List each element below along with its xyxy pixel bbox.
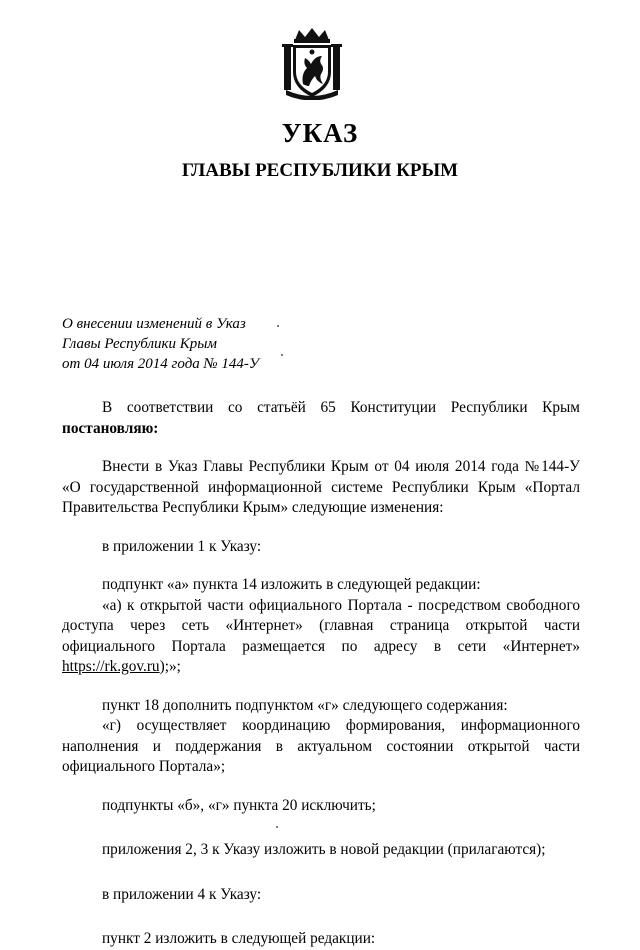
quote-a-line-1: «а) к открытой части официального Портала - посредством свободного bbox=[102, 596, 580, 614]
subject-line-1: О внесении изменений в Указ bbox=[62, 316, 246, 332]
paragraph-subitem-a: подпункт «а» пункта 14 изложить в следующей редакции: bbox=[102, 576, 481, 593]
decree-body bbox=[62, 398, 580, 950]
decree-subject bbox=[62, 314, 259, 374]
decree-title: УКАЗ bbox=[281, 118, 359, 148]
paragraph-appendices-2-3: приложения 2, 3 к Указу изложить в новой редакции (прилагаются); bbox=[102, 841, 546, 858]
paragraph-amend-line-2: «О государственной информационной системе Республики Крым «Портал bbox=[62, 478, 580, 496]
portal-url-link[interactable]: https://rk.gov.ru bbox=[62, 658, 160, 675]
paragraph-appendix-4: в приложении 4 к Указу: bbox=[102, 885, 262, 903]
paragraph-appendix-1: в приложении 1 к Указу: bbox=[102, 537, 262, 555]
crimea-coat-of-arms-icon bbox=[281, 26, 343, 100]
subject-line-3: от 04 июля 2014 года № 144-У bbox=[62, 356, 260, 372]
decree-subtitle: ГЛАВЫ РЕСПУБЛИКИ КРЫМ bbox=[181, 160, 459, 181]
subject-line-2: Главы Республики Крым bbox=[62, 336, 217, 352]
quote-g-line-1: «г) осуществляет координацию формирования, информационного bbox=[102, 717, 580, 734]
quote-a-tail: );»; bbox=[159, 658, 181, 675]
scan-speck bbox=[281, 354, 283, 356]
paragraph-amend-line-3: Правительства Республики Крым» следующие изменения: bbox=[62, 499, 444, 516]
quote-a-line-2: доступа через сеть «Интернет» (главная страница открытой части bbox=[62, 617, 580, 634]
paragraph-item-18: пункт 18 дополнить подпунктом «г» следующего содержания: bbox=[102, 696, 508, 714]
quote-g-line-2: наполнения и поддержания в актуальном состоянии открытой части bbox=[62, 737, 580, 755]
paragraph-preamble: В соответствии со статьёй 65 Конституции Республики Крым bbox=[102, 399, 580, 416]
scan-speck bbox=[277, 325, 279, 327]
paragraph-item-2: пункт 2 изложить в следующей редакции: bbox=[102, 930, 376, 947]
quote-a-line-3: официального Портала размещается по адресу в сети «Интернет» bbox=[62, 637, 580, 655]
paragraph-amend-line-1: Внести в Указ Главы Республики Крым от 04 июля 2014 года №144-У bbox=[102, 458, 580, 475]
quote-g-line-3: официального Портала»; bbox=[62, 758, 226, 775]
decree-verb: постановляю: bbox=[62, 419, 159, 437]
paragraph-item-20: подпункты «б», «г» пункта 20 исключить; bbox=[102, 796, 376, 814]
